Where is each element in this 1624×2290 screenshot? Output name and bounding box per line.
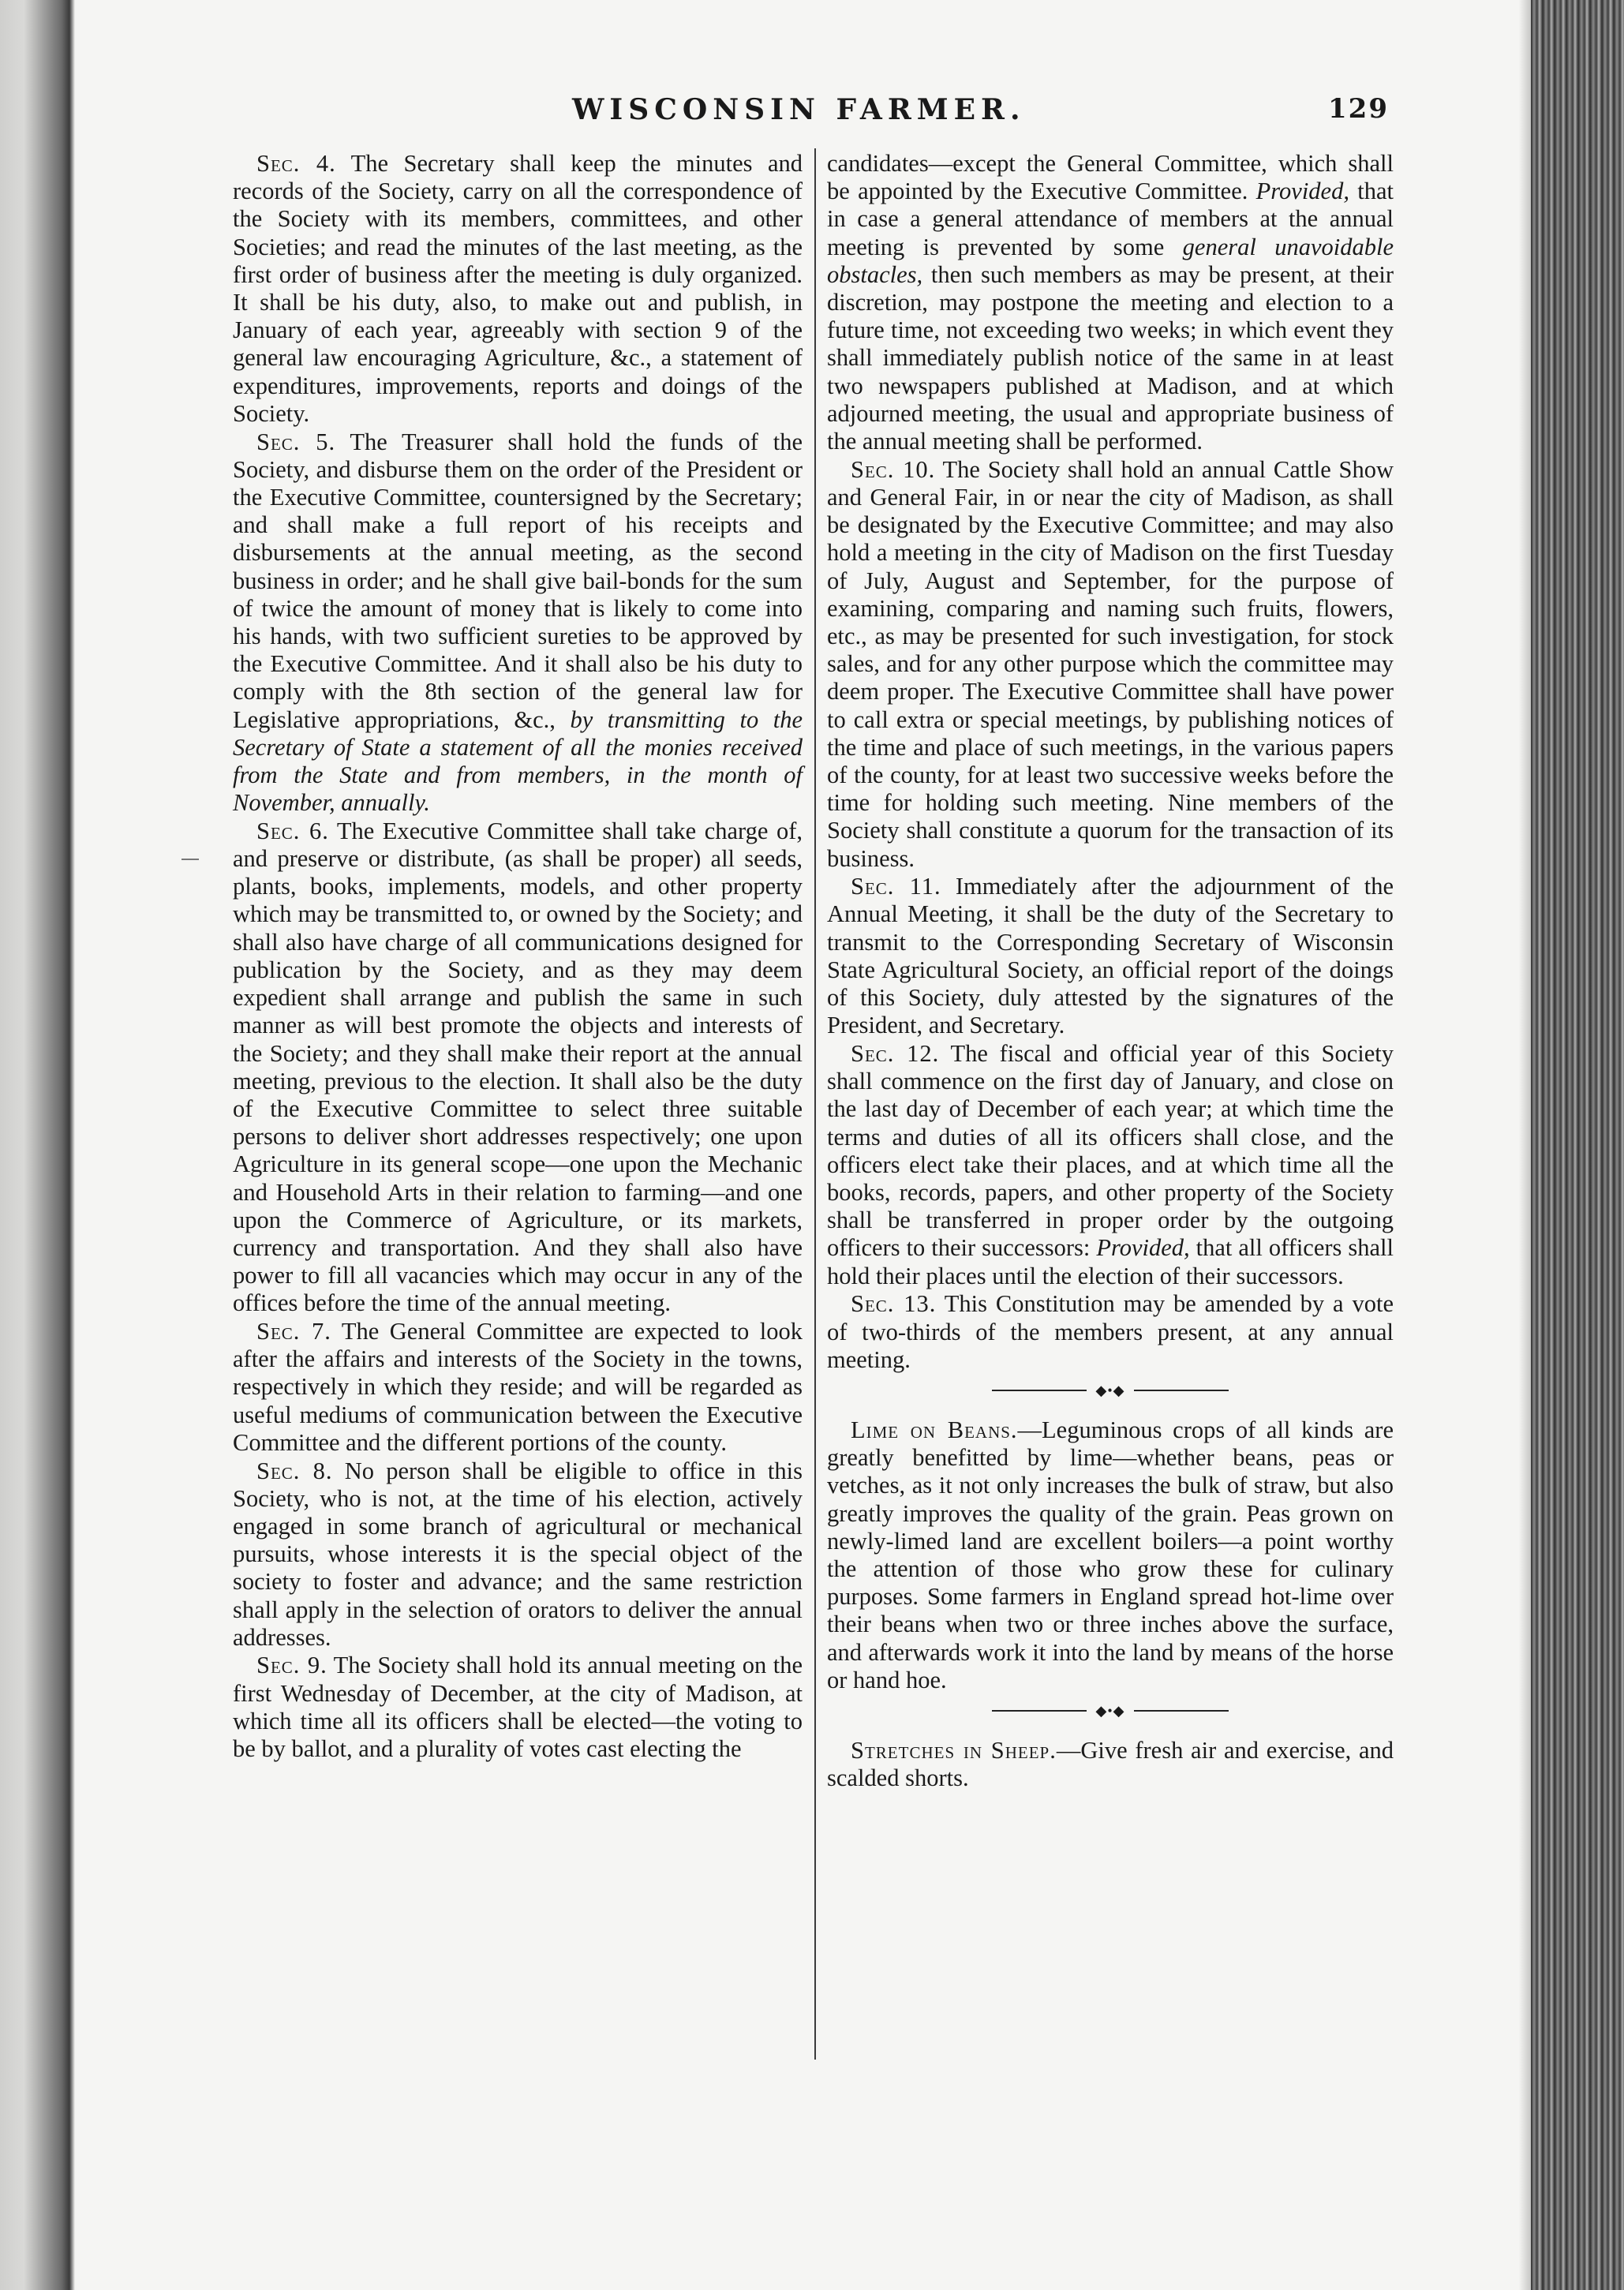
margin-mark [181, 859, 199, 860]
book-spine [1531, 0, 1624, 2290]
section-label: Sec. 8. [256, 1457, 333, 1484]
section-label: Sec. 13. [851, 1290, 937, 1318]
section-text: that all officers shall hold their places until the election of their successors. [827, 1234, 1394, 1289]
section-text: The Society shall hold its annual meeting on the first Wednesday of December, at the city of Madison, at which time all its officers shall be elected—the voting to be by ballot, and a plurality of votes cast electing the [233, 1652, 803, 1763]
divider-line [1134, 1710, 1229, 1712]
section-7 [233, 1318, 803, 1457]
page-number: 129 [1328, 93, 1389, 125]
section-italic-text: Provided, [1255, 178, 1349, 205]
section-italic-text: general unavoidable obstacles, [827, 233, 1394, 288]
section-divider [992, 1699, 1229, 1723]
section-italic-text: Provided, [1096, 1234, 1190, 1262]
divider-ornament: ◆•◆ [1095, 1382, 1125, 1398]
page-header [489, 93, 1389, 134]
section-text: The Society shall hold an annual Cattle Show and General Fair, in or near the city of Madison, as shall be designated by the Executive Committee; and may also hold a meeting in the city of Madison on the first Tuesday of July, August and September, for the purpose of examining, comparing and naming such fruits, flowers, etc., as may be presented for such investigation, for stock sales, and for any other purpose which the committee may deem proper. The Executive Committee shall have power to call extra or special meetings, by publishing notices of the time and place of such meetings, in the various papers of the county, for at least two successive weeks before the time for holding such meeting. Nine members of the Society shall constitute a quorum for the transaction of its business. [827, 455, 1394, 872]
section-label: Sec. 9. [256, 1652, 327, 1679]
article-stretches-in-sheep [827, 1737, 1394, 1792]
section-label: Sec. 11. [851, 873, 941, 900]
section-label: Sec. 10. [851, 455, 936, 483]
article-title: Stretches in Sheep. [851, 1736, 1057, 1764]
divider-line [1134, 1390, 1229, 1391]
section-text: The Treasurer shall hold the funds of the Society, and disburse them on the order of the President or the Executive Committee, countersigned by the Secretary; and shall make a full report of his receipts and disbursements at the annual meeting, as the second business in order; and he shall give bail-bonds for the sum of twice the amount of money that is likely to come into his hands, with two sufficient sureties to be approved by the Executive Committee. And it shall also be his duty to comply with the 8th section of the general law for Legislative appropriations, &c., [233, 428, 803, 733]
section-12 [827, 1040, 1394, 1290]
divider-ornament: ◆•◆ [1095, 1702, 1125, 1719]
section-9-continued [827, 150, 1394, 455]
section-9 [233, 1652, 803, 1763]
section-10 [827, 456, 1394, 873]
divider-line [992, 1390, 1087, 1391]
masthead-title: WISCONSIN FARMER. [572, 93, 1026, 126]
right-column [827, 150, 1394, 1793]
article-text: —Give fresh air and exercise, and scalded shorts. [827, 1736, 1394, 1792]
section-label: Sec. 4. [256, 150, 336, 177]
section-4 [233, 150, 803, 428]
section-label: Sec. 12. [851, 1040, 940, 1067]
section-italic-text: by transmitting to the Secretary of State a statement of all the monies received from the State and from members, in the month of November, annually. [233, 705, 803, 817]
section-text: This Constitution may be amended by a vote of two-thirds of the members present, at any annual meeting. [827, 1290, 1394, 1373]
section-text: No person shall be eligible to office in this Society, who is not, at the time of his election, actively engaged in some branch of agricultural or mechanical pursuits, whose interests it is the special object of the society to foster and advance; and the same restriction shall apply in the selection of orators to deliver the annual addresses. [233, 1457, 803, 1651]
section-label: Sec. 5. [256, 428, 336, 455]
section-label: Sec. 7. [256, 1318, 331, 1345]
scan-left-edge [0, 0, 75, 2290]
section-text: The Secretary shall keep the minutes and records of the Society, carry on all the correspondence of the Society with its members, committees, and other Societies; and read the minutes of the last meeting, as the first order of business after the meeting is duly organized. It shall be his duty, also, to make out and publish, in January of each year, agreeably with section 9 of the general law encouraging Agriculture, &c., a statement of expenditures, improvements, reports and doings of the Society. [233, 150, 803, 427]
section-divider [992, 1379, 1229, 1402]
section-text: The General Committee are expected to look after the affairs and interests of the Society in the towns, respectively in which they reside; and will be regarded as useful mediums of communication between the Executive Committee and the different portions of the county. [233, 1318, 803, 1456]
article-title: Lime on Beans. [851, 1416, 1018, 1443]
section-6 [233, 818, 803, 1318]
section-5 [233, 428, 803, 818]
left-column [233, 150, 803, 1764]
section-text: Immediately after the adjournment of the Annual Meeting, it shall be the duty of the Secretary to transmit to the Corresponding Secretary of Wisconsin State Agricultural Society, an official report of the doings of this Society, duly attested by the signatures of the President, and Secretary. [827, 873, 1394, 1039]
article-text: —Leguminous crops of all kinds are greatly benefitted by lime—whether beans, peas or vetches, as it not only increases the bulk of straw, but also greatly improves the quality of the grain. Peas grown on newly-limed land are excellent boilers—a point worthy the attention of those who grow these for culinary purposes. Some farmers in England spread hot-lime over their beans when two or three inches above the surface, and afterwards work it into the land by means of the horse or hand hoe. [827, 1416, 1394, 1693]
section-label: Sec. 6. [256, 817, 329, 844]
section-8 [233, 1457, 803, 1652]
section-text: The fiscal and official year of this Society shall commence on the first day of January, and close on the last day of December of each year; at which time the terms and duties of all its officers shall close, and the officers elect take their places, and at which time all the books, records, papers, and other property of the Society shall be transferred in proper order by the outgoing officers to their successors: [827, 1040, 1394, 1262]
section-13 [827, 1290, 1394, 1374]
section-text: candidates—except the General Committee, which shall be appointed by the Executive Committee. [827, 150, 1394, 205]
section-text: The Executive Committee shall take charge of, and preserve or distribute, (as shall be proper) all seeds, plants, books, implements, models, and other property which may be transmitted to, or owned by the Society; and shall also have charge of all communications designed for publication by the Society, and as they may deem expedient shall arrange and publish the same in such manner as will best promote the objects and interests of the Society; and they shall make their report at the annual meeting, previous to the election. It shall also be the duty of the Executive Committee to select three suitable persons to deliver short addresses respectively; one upon Agriculture in its general scope—one upon the Mechanic and Household Arts in their relation to farming—and one upon the Commerce of Agriculture, or its markets, currency and transportation. And they shall also have power to fill all vacancies which may occur in any of the offices before the time of the annual meeting. [233, 817, 803, 1317]
section-text: that in case a general attendance of members at the annual meeting is prevented by some [827, 178, 1394, 260]
divider-line [992, 1710, 1087, 1712]
article-lime-on-beans [827, 1416, 1394, 1694]
section-11 [827, 873, 1394, 1039]
section-text: then such members as may be present, at their discretion, may postpone the meeting and election to a future time, not exceeding two weeks; in which event they shall immediately publish notice of the same in at least two newspapers published at Madison, and at which adjourned meeting, the usual and appropriate business of the annual meeting shall be performed. [827, 260, 1394, 455]
column-rule [814, 148, 816, 2060]
